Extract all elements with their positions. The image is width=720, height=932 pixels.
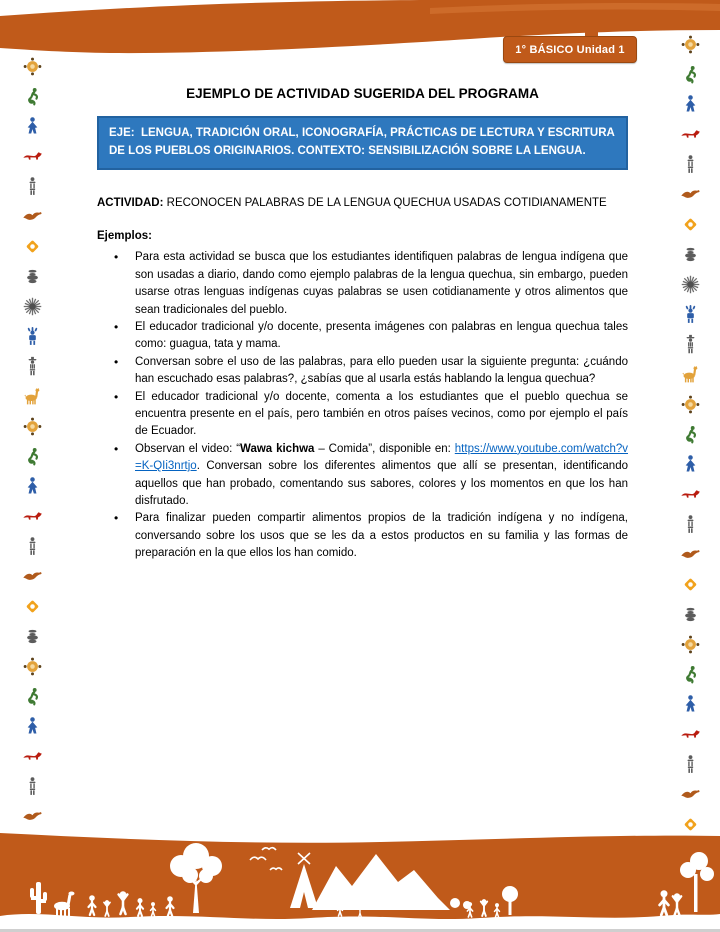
person-icon <box>22 536 43 557</box>
list-item <box>97 441 628 511</box>
condor-icon <box>680 544 701 565</box>
activity-text: RECONOCEN PALABRAS DE LA LENGUA QUECHUA USADAS COTIDIANAMENTE <box>163 196 607 209</box>
dancer-icon <box>22 446 43 467</box>
bullet-text: Para esta actividad se busca que los estudiantes identifiquen palabras de lengua indígena que son usadas a diario, dando como ejemplo palabras de la lengua quechua, sin embargo, pueden usarse otras lenguas indígenas cuyas palabras se usen cotidianamente y otros alimentos que sean tradicionales del pueblo. <box>135 251 628 316</box>
footer-landscape-graphic <box>0 830 720 932</box>
pot-icon <box>680 244 701 265</box>
sun-icon <box>22 656 43 677</box>
list-item <box>97 319 628 354</box>
dancer-icon <box>22 86 43 107</box>
sun-icon <box>680 34 701 55</box>
side-icons-right <box>677 34 703 835</box>
list-item <box>97 389 628 441</box>
bullet-text: Para finalizar pueden compartir alimentos propios de la tradición indígena y no indígena, conversando sobre los usos que se les da a estos productos en su familia y las formas de preparación en la que ellos los han comido. <box>135 512 628 560</box>
list-item <box>97 354 628 389</box>
fox-icon <box>680 124 701 145</box>
fox-icon <box>22 506 43 527</box>
examples-heading: Ejemplos: <box>97 230 152 243</box>
figure-icon <box>680 454 701 475</box>
video-title: Wawa kichwa <box>240 442 315 455</box>
llama-icon <box>680 364 701 385</box>
sun-icon <box>680 394 701 415</box>
document-content <box>97 86 628 563</box>
condor-icon <box>680 184 701 205</box>
figure-icon <box>22 716 43 737</box>
bullet-text: El educador tradicional y/o docente, comenta a los estudiantes que el pueblo quechua se encuentra presente en el país, pero también en otros países vecinos, como por ejemplo el país de Ecuador. <box>135 390 628 438</box>
condor-icon <box>22 566 43 587</box>
farmer-icon <box>22 356 43 377</box>
person-icon <box>22 776 43 797</box>
dancer-icon <box>680 664 701 685</box>
diamond-icon <box>22 236 43 257</box>
dancer-icon <box>22 686 43 707</box>
list-item <box>97 510 628 562</box>
fox-icon <box>22 746 43 767</box>
diamond-icon <box>680 214 701 235</box>
sun-icon <box>22 416 43 437</box>
diamond-icon <box>680 574 701 595</box>
bullet-text: – Comida”, disponible en: <box>314 442 455 455</box>
condor-icon <box>680 784 701 805</box>
figure-icon <box>22 476 43 497</box>
fox-icon <box>680 724 701 745</box>
page-title: EJEMPLO DE ACTIVIDAD SUGERIDA DEL PROGRAMA <box>186 86 539 101</box>
examples-list <box>97 249 628 562</box>
dancer-icon <box>680 64 701 85</box>
diamond-icon <box>22 596 43 617</box>
activity-line <box>97 195 628 212</box>
figure-icon <box>680 94 701 115</box>
farmer-icon <box>680 334 701 355</box>
person-icon <box>680 754 701 775</box>
star-icon <box>22 296 43 317</box>
video-link[interactable]: https://www.youtube.com/watch?v=K-QIi3nrtjo <box>135 442 628 473</box>
pot-icon <box>680 604 701 625</box>
star-icon <box>680 274 701 295</box>
sun-icon <box>680 634 701 655</box>
person-icon <box>680 514 701 535</box>
bullet-text: Observan el video: “ <box>135 442 241 455</box>
sun-icon <box>22 56 43 77</box>
figure-icon <box>22 116 43 137</box>
figure-icon <box>680 694 701 715</box>
condor-icon <box>22 206 43 227</box>
person-icon <box>680 154 701 175</box>
llama-icon <box>22 386 43 407</box>
condor-icon <box>22 806 43 827</box>
fox-icon <box>22 146 43 167</box>
activity-label: ACTIVIDAD: <box>97 196 164 209</box>
chief-icon <box>22 326 43 347</box>
side-icons-left <box>19 56 45 827</box>
list-item <box>97 249 628 319</box>
pot-icon <box>22 266 43 287</box>
dancer-icon <box>680 424 701 445</box>
person-icon <box>22 176 43 197</box>
bullet-text: Conversan sobre el uso de las palabras, para ello pueden usar la siguiente pregunta: ¿cuándo han escuchado esas palabras?, ¿sabías que al usarla estás hablando la lengua quechua? <box>135 355 628 386</box>
eje-context-box: EJE: LENGUA, TRADICIÓN ORAL, ICONOGRAFÍA, PRÁCTICAS DE LECTURA Y ESCRITURA DE LOS PUEBLOS ORIGINARIOS. CONTEXTO: SENSIBILIZACIÓN SOBRE LA LENGUA. <box>97 116 628 170</box>
fox-icon <box>680 484 701 505</box>
bullet-text: El educador tradicional y/o docente, presenta imágenes con palabras en lengua quechua tales como: guagua, tata y mama. <box>135 320 628 351</box>
pot-icon <box>22 626 43 647</box>
bullet-text: . Conversan sobre los diferentes alimentos que allí se presentan, identificando aquellos que han probado, comentando sus sabores, colores y los momentos en que los han disfrutado. <box>135 460 628 507</box>
chief-icon <box>680 304 701 325</box>
unit-badge: 1° BÁSICO Unidad 1 <box>503 36 637 63</box>
